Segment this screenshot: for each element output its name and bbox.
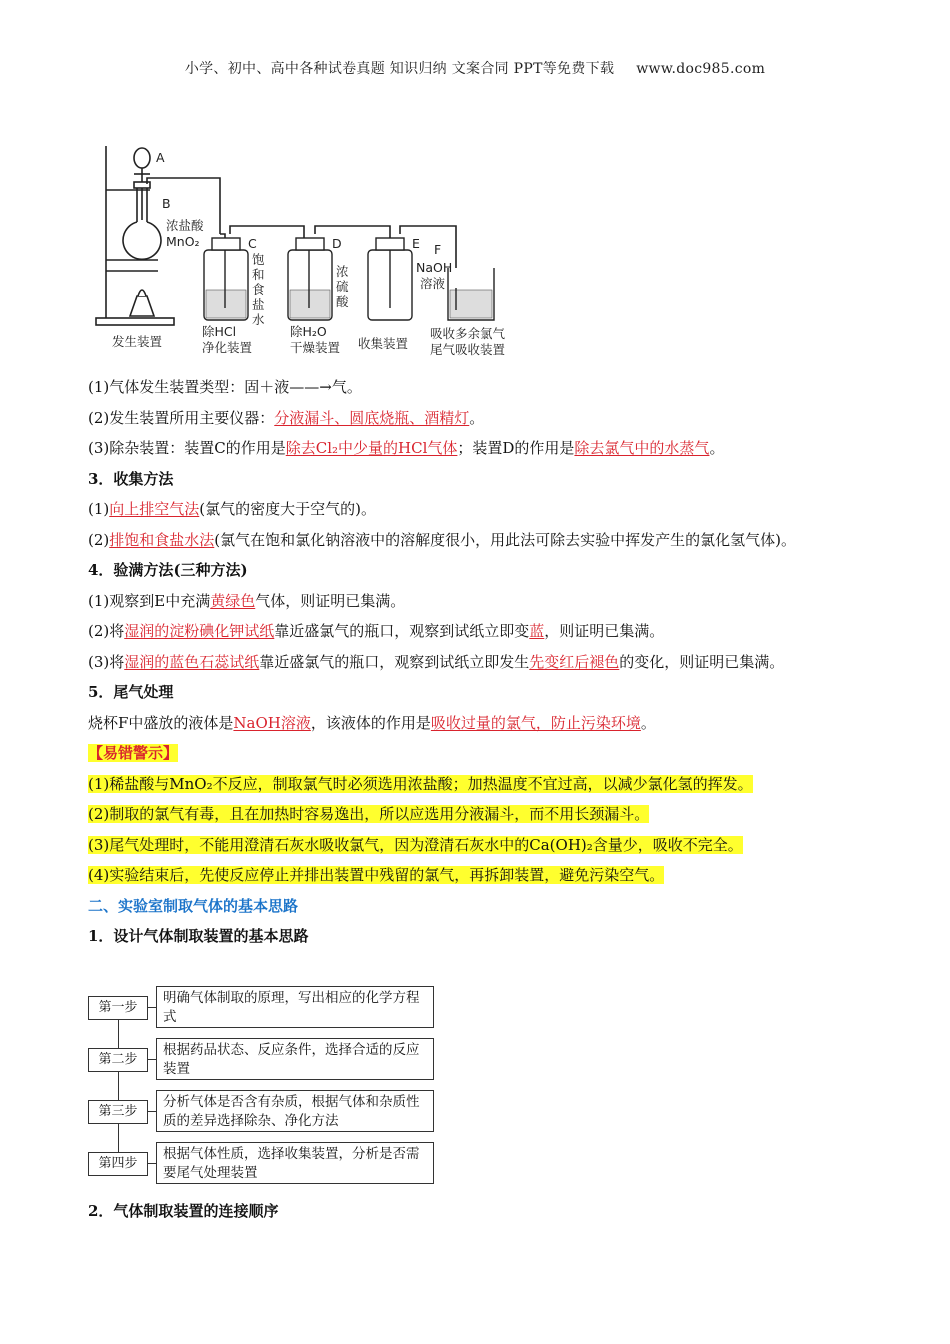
answer: 黄绿色: [210, 591, 256, 610]
caption-purify2: 净化装置: [202, 340, 253, 355]
caption-purify1: 除HCl: [202, 324, 237, 339]
answer: NaOH溶液: [233, 713, 311, 732]
step-desc: 根据药品状态、反应条件，选择合适的反应装置: [156, 1038, 434, 1080]
label-hcl-conc: 浓盐酸: [166, 218, 204, 233]
step-label: 第三步: [88, 1100, 148, 1124]
step-label: 第四步: [88, 1152, 148, 1176]
s5-line-1: 烧杯F中盛放的液体是NaOH溶液，该液体的作用是吸收过量的氯气，防止污染环境。: [88, 713, 656, 732]
step-label: 第一步: [88, 996, 148, 1020]
caption-absorb2: 尾气吸收装置: [430, 342, 506, 357]
brine-5: 水: [252, 312, 265, 327]
part-2-sub-1: 1．设计气体制取装置的基本思路: [88, 927, 309, 945]
caption-dry1: 除H₂O: [290, 324, 327, 339]
caption-dry2: 干燥装置: [290, 340, 341, 355]
acid-2: 硫: [336, 279, 349, 294]
step-desc: 分析气体是否含有杂质，根据气体和杂质性质的差异选择除杂、净化方法: [156, 1090, 434, 1132]
separatory-funnel: [134, 148, 150, 168]
answer: 吸收过量的氯气，防止污染环境: [430, 713, 641, 732]
warning-item: (2)制取的氯气有毒，且在加热时容易逸出，所以应选用分液漏斗，而不用长颈漏斗。: [88, 805, 650, 823]
brine-4: 盐: [252, 297, 265, 312]
header-site: www.doc985.com: [636, 61, 766, 77]
main-content: [88, 372, 878, 952]
label-a: A: [156, 150, 165, 165]
answer: 排饱和食盐水法: [109, 530, 215, 549]
brine-3: 食: [252, 282, 265, 297]
caption-collect: 收集装置: [358, 336, 409, 351]
caption-gen: 发生装置: [112, 334, 163, 349]
warning-item: (1)稀盐酸与MnO₂不反应，制取氯气时必须选用浓盐酸；加热温度不宜过高，以减少氯化氢的挥发。: [88, 774, 753, 793]
caption-absorb1: 吸收多余氯气: [430, 326, 506, 341]
warning-item: (3)尾气处理时，不能用澄清石灰水吸收氯气，因为澄清石灰水中的Ca(OH)₂含量少，吸收不完全。: [88, 835, 743, 854]
warning-title: 【易错警示】: [88, 744, 179, 762]
gen-line-3: (3)除杂装置：装置C的作用是除去Cl₂中少量的HCl气体；装置D的作用是除去氯气中的水蒸气。: [88, 439, 725, 457]
step-label: 第二步: [88, 1048, 148, 1072]
flow-connector: [118, 1006, 119, 1170]
section-4-title: 4．验满方法(三种方法): [88, 561, 248, 579]
answer: 分液漏斗、圆底烧瓶、酒精灯: [274, 408, 470, 427]
step-desc: 根据气体性质，选择收集装置，分析是否需要尾气处理装置: [156, 1142, 434, 1184]
brine-1: 饱: [252, 252, 265, 267]
label-b: B: [162, 196, 171, 211]
header-text: 小学、初中、高中各种试卷真题 知识归纳 文案合同 PPT等免费下载: [184, 61, 615, 77]
s4-line-3: (3)将湿润的蓝色石蕊试纸靠近盛氯气的瓶口，观察到试纸立即发生先变红后褪色的变化，则证明已集满。: [88, 652, 785, 671]
chlorine-apparatus-diagram: [90, 138, 530, 366]
acid-3: 酸: [336, 294, 349, 309]
answer: 先变红后褪色: [529, 652, 620, 671]
answer: 向上排空气法: [109, 500, 200, 518]
step-desc: 明确气体制取的原理，写出相应的化学方程式: [156, 986, 434, 1028]
part-2-sub-2: 2．气体制取装置的连接顺序: [88, 1202, 279, 1220]
answer: 湿润的蓝色石蕊试纸: [124, 652, 260, 671]
gen-line-1: (1)气体发生装置类型：固＋液——→气。: [88, 378, 362, 396]
s3-line-2: (2)排饱和食盐水法(氯气在饱和氯化钠溶液中的溶解度很小，用此法可除去实验中挥发产生的氯化氢气体)。: [88, 530, 796, 549]
s4-line-2: (2)将湿润的淀粉碘化钾试纸靠近盛氯气的瓶口，观察到试纸立即变蓝，则证明已集满。: [88, 622, 665, 640]
answer: 除去Cl₂中少量的HCl气体: [285, 439, 458, 457]
label-mno2: MnO₂: [166, 234, 200, 249]
gen-line-2: (2)发生装置所用主要仪器：分液漏斗、圆底烧瓶、酒精灯。: [88, 408, 485, 427]
answer: 除去氯气中的水蒸气: [574, 439, 710, 457]
s4-line-1: (1)观察到E中充满黄绿色气体，则证明已集满。: [88, 591, 406, 610]
answer: 蓝: [529, 622, 545, 640]
answer: 湿润的淀粉碘化钾试纸: [124, 622, 275, 640]
label-f: F: [434, 242, 442, 257]
label-solution: 溶液: [420, 276, 446, 291]
label-d: D: [332, 236, 342, 251]
page-header: [0, 58, 950, 78]
label-e: E: [412, 236, 420, 251]
stand-base: [96, 318, 174, 325]
brine-2: 和: [252, 267, 265, 282]
round-bottom-flask: [123, 222, 161, 259]
part-2-title: 二、实验室制取气体的基本思路: [88, 896, 299, 915]
s3-line-1: (1)向上排空气法(氯气的密度大于空气的)。: [88, 500, 376, 518]
acid-1: 浓: [336, 264, 349, 279]
design-steps-flowchart: [86, 984, 446, 1189]
section-3-title: 3．收集方法: [88, 469, 174, 488]
label-naoh: NaOH: [416, 260, 453, 275]
warning-block: [88, 738, 878, 769]
label-c: C: [248, 236, 257, 251]
section-5-title: 5．尾气处理: [88, 683, 174, 701]
warning-item: (4)实验结束后，先使反应停止并排出装置中残留的氯气，再拆卸装置，避免污染空气。: [88, 866, 665, 884]
alcohol-lamp: [130, 296, 154, 316]
